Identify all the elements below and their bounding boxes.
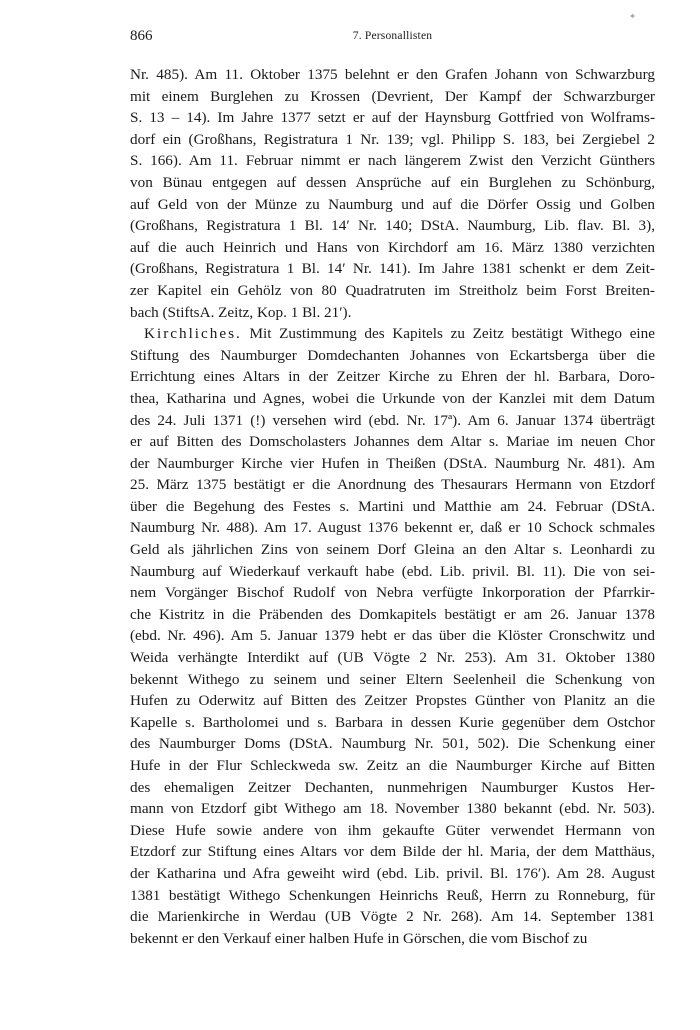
running-title: 7. Personallisten <box>352 30 433 42</box>
text-line: Naumburg Nr. 488). Am 17. August 1376 bekennt er, daß er 10 Schock schmales <box>130 519 655 537</box>
text-line: S. 13 – 14). Im Jahre 1377 setzt er auf der Haynsburg Gottfried von Wolframs- <box>130 109 655 127</box>
text-line: der Naumburger Kirche vier Hufen in Theißen (DStA. Naumburg Nr. 481). Am <box>130 454 655 472</box>
text-line: der Katharina und Afra geweiht wird (ebd. Lib. privil. Bl. 176′). Am 28. August <box>130 864 655 882</box>
text-line: Naumburg auf Wiederkauf verkauft habe (ebd. Lib. privil. Bl. 11). Die von sei- <box>130 562 655 580</box>
text-line: nem Vorgänger Bischof Rudolf von Nebra verfügte Inkorporation der Pfarrkir- <box>130 584 655 602</box>
text-line: che Kistritz in die Präbenden des Domkapitels bestätigt er am 26. Januar 1378 <box>130 605 655 623</box>
corner-mark: * <box>630 13 635 24</box>
text-line: des ehemaligen Zeitzer Dechanten, nunmehrigen Naumburger Kustos Her- <box>130 778 655 796</box>
text-line: Kapelle s. Bartholomei und s. Barbara in dessen Kurie gegenüber dem Ostchor <box>130 713 655 731</box>
text-line: Geld als jährlichen Zins von seinem Dorf Gleina an den Altar s. Leonhardi zu <box>130 541 655 559</box>
body-text <box>130 64 655 949</box>
text-line: bach (StiftsA. Zeitz, Kop. 1 Bl. 21′). <box>130 303 352 321</box>
text-line: mann von Etzdorf gibt Withego am 18. November 1380 bekannt (ebd. Nr. 503). <box>130 800 655 818</box>
text-line: (Großhans, Registratura 1 Bl. 14′ Nr. 140; DStA. Naumburg, Lib. flav. Bl. 3), <box>130 217 655 235</box>
text-line: Weida verhängte Interdikt auf (UB Vögte 2 Nr. 253). Am 31. Oktober 1380 <box>130 649 655 667</box>
text-line: zer Kapitel ein Gehölz von 80 Quadratruten im Streitholz beim Forst Breiten- <box>130 281 655 299</box>
text-line: des Naumburger Doms (DStA. Naumburg Nr. 501, 502). Die Schenkung einer <box>130 735 655 753</box>
text-line: 25. März 1375 bestätigt er die Anordnung des Thesaurars Hermann von Etzdorf <box>130 476 655 494</box>
page-number: 866 <box>130 28 153 44</box>
text-line: bekennt er den Verkauf einer halben Hufe in Görschen, die vom Bischof zu <box>130 929 588 947</box>
text-line: auf die auch Heinrich und Hans von Kirchdorf am 16. März 1380 verzichten <box>130 238 655 256</box>
text-line: er auf Bitten des Domscholasters Johannes dem Altar s. Mariae im neuen Chor <box>130 433 655 451</box>
text-line: Stiftung des Naumburger Domdechanten Johannes von Eckartsberga über die <box>130 346 655 364</box>
text-line: Hufen zu Oderwitz auf Bitten des Zeitzer Propstes Günther von Planitz an die <box>130 692 655 710</box>
text-line: des 24. Juli 1371 (!) versehen wird (ebd. Nr. 17ª). Am 6. Januar 1374 überträgt <box>130 411 655 429</box>
text-line: dorf ein (Großhans, Registratura 1 Nr. 139; vgl. Philipp S. 183, bei Zergiebel 2 <box>130 130 655 148</box>
text-line: von Bünau entgegen auf dessen Ansprüche auf ein Burglehen zu Schönburg, <box>130 173 655 191</box>
text-line: bekennt Withego zu seinem und seiner Eltern Seelenheil die Schenkung von <box>130 670 655 688</box>
page-header <box>130 28 655 50</box>
text-line-content: Mit Zustimmung des Kapitels zu Zeitz bestätigt Withego eine <box>241 325 655 343</box>
text-line: S. 166). Am 11. Februar nimmt er nach längerem Zwist den Verzicht Günthers <box>130 152 655 170</box>
text-line: auf Geld von der Münze zu Naumburg und auf die Dörfer Ossig und Golben <box>130 195 655 213</box>
text-line: Errichtung eines Altars in der Zeitzer Kirche zu Ehren der hl. Barbara, Doro- <box>130 368 655 386</box>
section-label: Kirchliches. <box>144 325 242 343</box>
text-line: (Großhans, Registratura 1 Bl. 14′ Nr. 141). Im Jahre 1381 schenkt er dem Zeit- <box>130 260 655 278</box>
text-line: Nr. 485). Am 11. Oktober 1375 belehnt er den Grafen Johann von Schwarzburg <box>130 66 655 83</box>
text-line: (ebd. Nr. 496). Am 5. Januar 1379 hebt er das über die Klöster Cronschwitz und <box>130 627 655 645</box>
text-line <box>130 323 655 345</box>
text-line: Etzdorf zur Stiftung eines Altars vor dem Bilde der hl. Maria, der dem Matthäus, <box>130 843 655 861</box>
text-line: mit einem Burglehen zu Krossen (Devrient, Der Kampf der Schwarzburger <box>130 87 655 105</box>
text-line: die Marienkirche in Werdau (UB Vögte 2 Nr. 268). Am 14. September 1381 <box>130 908 655 926</box>
text-line: 1381 bestätigt Withego Schenkungen Heinrichs Reuß, Herrn zu Ronneburg, für <box>130 886 655 904</box>
text-line: Diese Hufe sowie andere von ihm gekaufte Güter verwendet Hermann von <box>130 821 655 839</box>
text-line: Hufe in der Flur Schleckweda sw. Zeitz an die Naumburger Kirche auf Bitten <box>130 757 655 774</box>
text-line: thea, Katharina und Agnes, wobei die Urkunde von der Kanzlei mit dem Datum <box>130 389 655 407</box>
text-line: über die Begehung des Festes s. Martini und Matthie am 24. Februar (DStA. <box>130 497 655 515</box>
